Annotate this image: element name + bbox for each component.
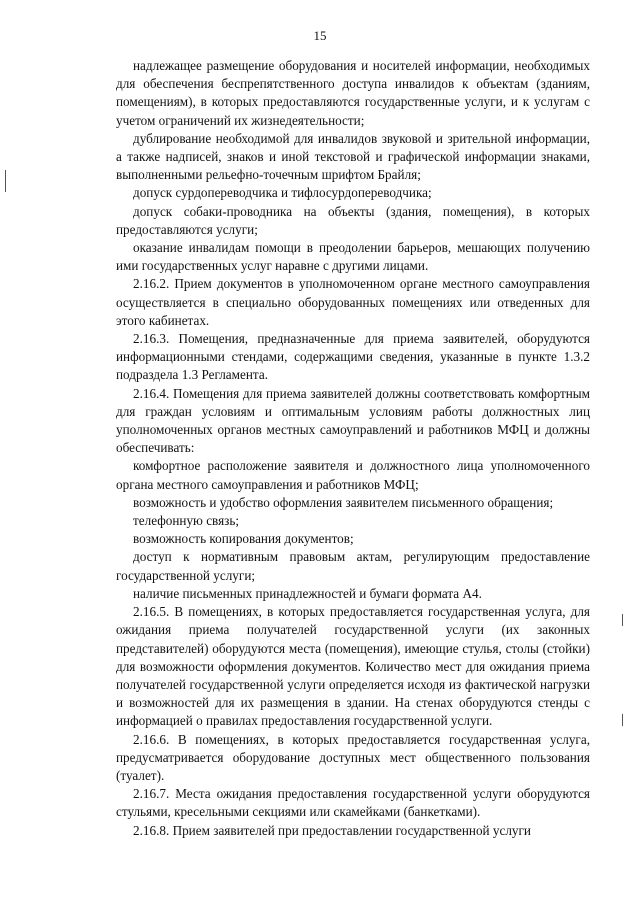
paragraph-2-16-8: 2.16.8. Прием заявителей при предоставлении государственной услуги [133, 822, 531, 838]
paragraph-written-appeal: возможность и удобство оформления заявителем письменного обращения; [133, 494, 554, 510]
paragraph-accessible-equipment: надлежащее размещение оборудования и носителей информации, необходимых для обеспечения беспрепятственного доступа инвалидов к объектам (зданиям, помещениям), в которых предоставляются государственные услуги, и к услугам с учетом ограничений их жизнедеятельности; [116, 58, 590, 128]
paragraph-barrier-assistance: оказание инвалидам помощи в преодолении барьеров, мешающих получению ими государственных услуг наравне с другими лицами. [116, 240, 590, 274]
paragraph-guide-dog: допуск собаки-проводника на объекты (здания, помещения), в которых предоставляются услуги; [116, 203, 590, 237]
paragraph-telephone: телефонную связь; [133, 513, 240, 529]
paragraph-comfortable-placement: комфортное расположение заявителя и должностного лица уполномоченного органа местного самоуправления и работников МФЦ; [116, 458, 590, 492]
paragraph-sign-interpreter: допуск сурдопереводчика и тифлосурдопереводчика; [133, 185, 432, 201]
paragraph-stationery: наличие письменных принадлежностей и бумаги формата А4. [133, 585, 482, 601]
scan-mark-right [622, 714, 623, 726]
paragraph-copying: возможность копирования документов; [133, 531, 354, 547]
scan-mark-left [5, 170, 6, 192]
paragraph-legal-acts: доступ к нормативным правовым актам, регулирующим предоставление государственной услуги; [116, 549, 590, 583]
paragraph-2-16-7: 2.16.7. Места ожидания предоставления государственной услуги оборудуются стульями, кресельными секциями или скамейками (банкетками). [116, 786, 590, 820]
scan-mark-right [622, 614, 623, 626]
paragraph-2-16-5: 2.16.5. В помещениях, в которых предоставляется государственная услуга, для ожидания приема получателей государственной услуги (их законных представителей) оборудуются места (помещения), имеющие стулья, столы (стойки) для возможности оформления документов. Количество мест для ожидания приема получателей государственной услуги определяется исходя из фактической нагрузки и возможностей для их размещения в здании. На стенах оборудуются стенды с информацией о правилах предоставления государственной услуги. [116, 604, 590, 729]
paragraph-braille-duplication: дублирование необходимой для инвалидов звуковой и зрительной информации, а также надписей, знаков и иной текстовой и графической информации знаками, выполненными рельефно-точечным шрифтом Брайля; [116, 130, 590, 183]
paragraph-2-16-2: 2.16.2. Прием документов в уполномоченном органе местного самоуправления осуществляется в специально оборудованных помещениях или отведенных для этого кабинетах. [116, 276, 590, 328]
paragraph-2-16-3: 2.16.3. Помещения, предназначенные для приема заявителей, оборудуются информационными стендами, содержащими сведения, указанные в пункте 1.3.2 подраздела 1.3 Регламента. [116, 331, 590, 383]
paragraph-2-16-4: 2.16.4. Помещения для приема заявителей должны соответствовать комфортным для граждан условиям и оптимальным условиям работы должностных лиц уполномоченных органов местных самоуправлений и работников МФЦ и должны обеспечивать: [116, 385, 590, 456]
document-body [116, 57, 590, 840]
page-number: 15 [313, 28, 327, 43]
paragraph-2-16-6: 2.16.6. В помещениях, в которых предоставляется государственная услуга, предусматривается оборудование доступных мест общественного пользования (туалет). [116, 731, 590, 783]
